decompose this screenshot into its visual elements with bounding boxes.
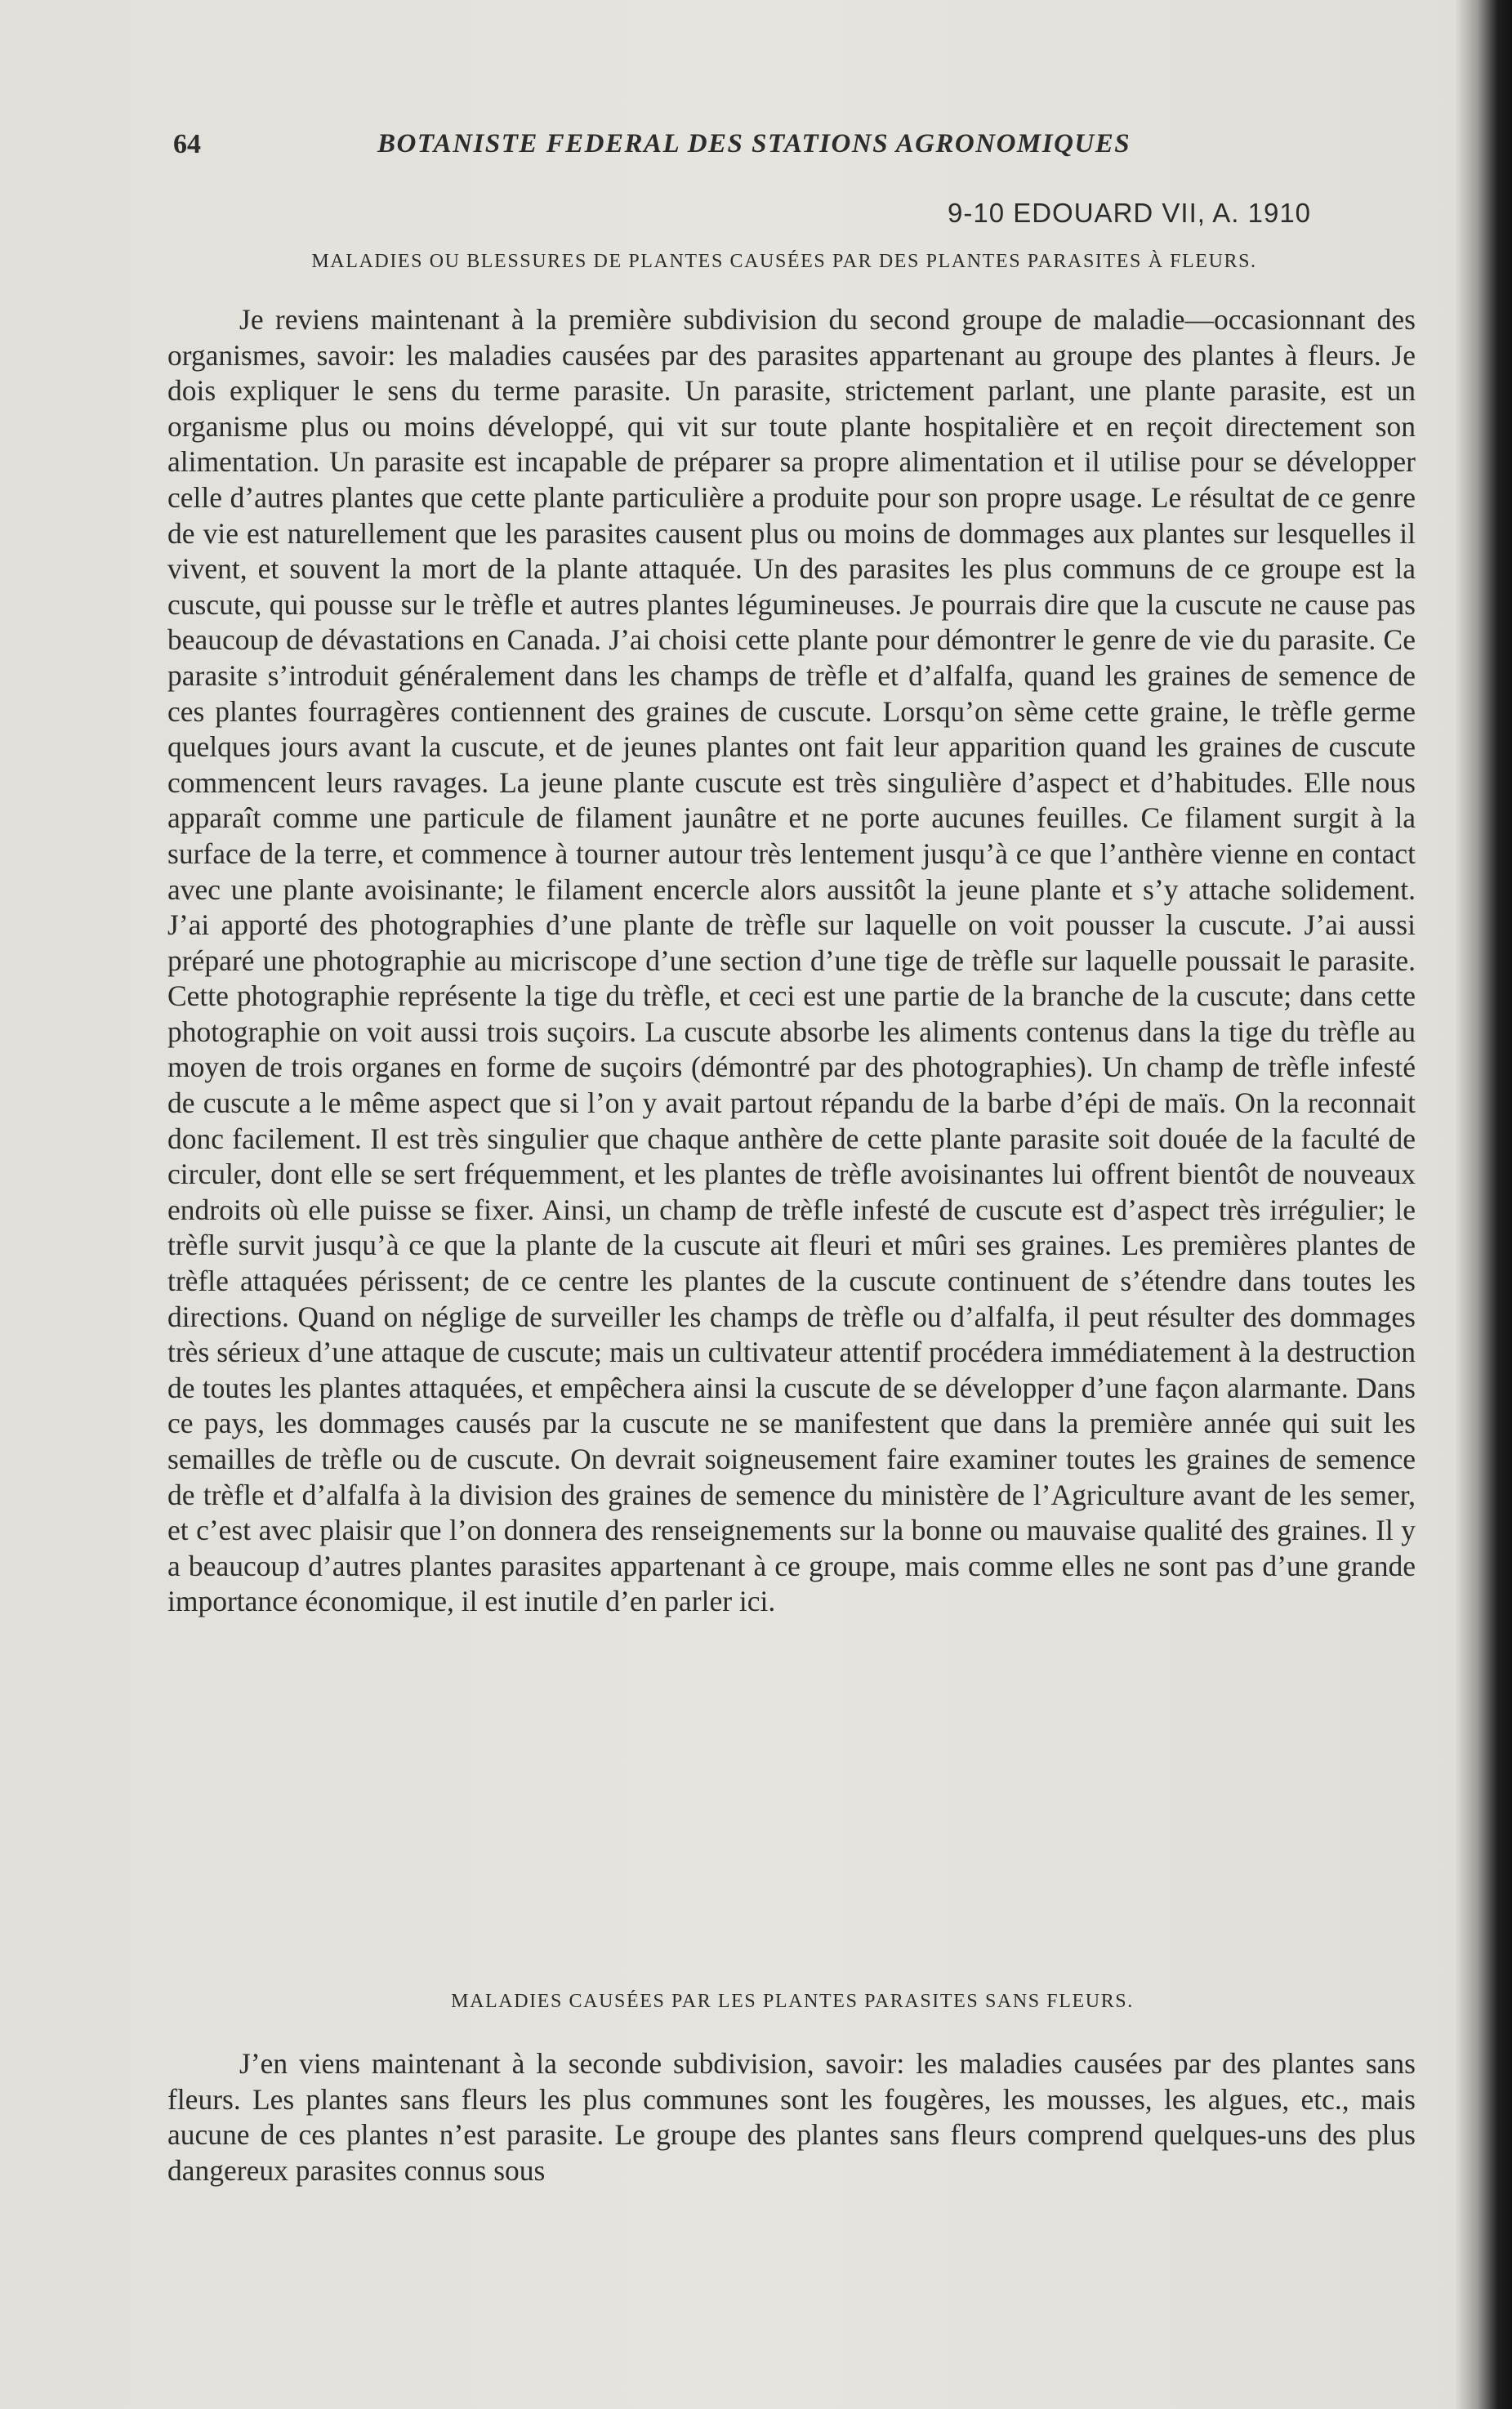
running-title: BOTANISTE FEDERAL DES STATIONS AGRONOMIQUES [377,129,1131,158]
body-paragraph: Je reviens maintenant à la première subdivision du second groupe de maladie—occasionnant des organismes, savoir: les maladies causées par des parasites appartenant au groupe des plantes à fleurs. Je dois expliquer le sens du terme parasite. Un parasite, strictement parlant, une plante parasite, est un organisme plus ou moins développé, qui vit sur toute plante hospitalière et en reçoit directement son alimentation. Un parasite est incapable de préparer sa propre alimentation et il utilise pour se développer celle d’autres plantes que cette plante particulière a produite pour son propre usage. Le résultat de ce genre de vie est naturellement que les parasites causent plus ou moins de dommages aux plantes sur lesquelles il vivent, et souvent la mort de la plante attaquée. Un des parasites les plus communs de ce groupe est la cuscute, qui pousse sur le trèfle et autres plantes légumineuses. Je pourrais dire que la cuscute ne cause pas beaucoup de dévastations en Canada. J’ai choisi cette plante pour démontrer le genre de vie du parasite. Ce parasite s’introduit généralement dans les champs de trèfle et d’alfalfa, quand les graines de semence de ces plantes fourragères contiennent des graines de cuscute. Lorsqu’on sème cette graine, le trèfle germe quelques jours avant la cuscute, et de jeunes plantes ont fait leur apparition quand les graines de cuscute commencent leurs ravages. La jeune plante cuscute est très singulière d’aspect et d’habitudes. Elle nous apparaît comme une particule de filament jaunâtre et ne porte aucunes feuilles. Ce filament surgit à la surface de la terre, et commence à tourner autour très lentement jusqu’à ce que l’anthère vienne en contact avec une plante avoisinante; le filament encercle alors aussitôt la jeune plante et s’y attache solidement. J’ai apporté des photographies d’une plante de trèfle sur laquelle on voit pousser la cuscute. J’ai aussi préparé une photographie au micriscope d’une section d’une tige de trèfle sur laquelle poussait le parasite. Cette photographie représente la tige du trèfle, et ceci est une partie de la branche de la cuscute; dans cette photographie on voit aussi trois suçoirs. La cuscute absorbe les aliments contenus dans la tige du trèfle au moyen de trois organes en forme de suçoirs (démontré par des photographies). Un champ de trèfle infesté de cuscute a le même aspect que si l’on y avait partout répandu de la barbe d’épi de maïs. On la reconnait donc facilement. Il est très singulier que chaque anthère de cette plante parasite soit douée de la faculté de circuler, dont elle se sert fréquemment, et les plantes de trèfle avoisinantes lui offrent bientôt de nouveaux endroits où elle puisse se fixer. Ainsi, un champ de trèfle infesté de cuscute est d’aspect très irrégulier; le trèfle survit jusqu’à ce que la plante de la cuscute ait fleuri et mûri ses graines. Les premières plantes de trèfle attaquées périssent; de ce centre les plantes de la cuscute continuent de s’étendre dans toutes les directions. Quand on néglige de surveiller les champs de trèfle ou d’alfalfa, il peut résulter des dommages très sérieux d’une attaque de cuscute; mais un cultivateur attentif procédera immédiatement à la destruction de toutes les plantes attaquées, et empêchera ainsi la cuscute de se développer d’une façon alarmante. Dans ce pays, les dommages causés par la cuscute ne se manifestent que dans la première année qui suit les semailles de trèfle ou de cuscute. On devrait soigneusement faire examiner toutes les graines de semence de trèfle et d’alfalfa à la division des graines de semence du ministère de l’Agriculture avant de les semer, et c’est avec plaisir que l’on donnera des renseignements sur la bonne ou mauvaise qualité des graines. Il y a beaucoup d’autres plantes parasites appartenant à ce groupe, mais comme elles ne sont pas d’une grande importance économique, il est inutile d’en parler ici. [167,303,1416,1618]
page-number: 64 [173,129,201,159]
section-heading-flowerless-parasites: MALADIES CAUSÉES PAR LES PLANTES PARASITES SANS FLEURS. [451,1991,1134,2012]
page-edge-shadow [1455,0,1512,2409]
section-heading-flowering-parasites: MALADIES OU BLESSURES DE PLANTES CAUSÉES PAR DES PLANTES PARASITES À FLEURS. [311,251,1257,272]
body-paragraph: J’en viens maintenant à la seconde subdivision, savoir: les maladies causées par des plantes sans fleurs. Les plantes sans fleurs les plus communes sont les fougères, les mousses, les algues, etc., mais aucune de ces plantes n’est parasite. Le groupe des plantes sans fleurs comprend quelques-uns des plus dangereux parasites connus sous [167,2047,1416,2187]
edition-line: 9-10 EDOUARD VII, A. 1910 [948,198,1312,228]
page-header [173,129,1211,175]
